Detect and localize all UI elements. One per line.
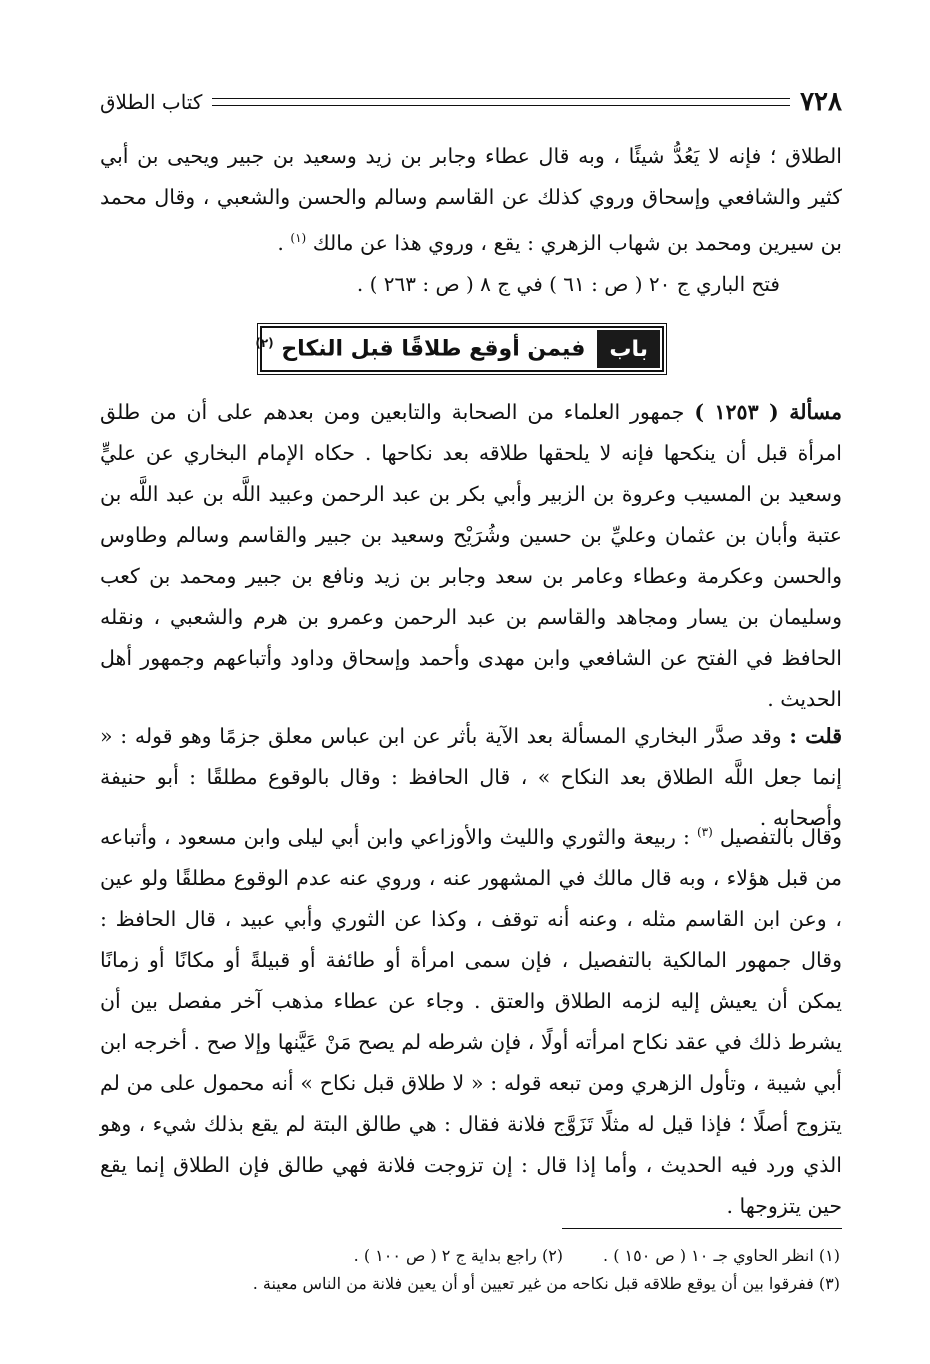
footnotes	[90, 1242, 840, 1298]
footnote-row-2	[90, 1270, 840, 1298]
chapter-title-text: فيمن أوقع طلاقًا قبل النكاح	[281, 336, 586, 362]
paragraph-intro-end: .	[277, 230, 291, 255]
masala-text: جمهور العلماء من الصحابة والتابعين ومن بعدهم على أن من طلق امرأة قبل أن ينكحها فإنه لا يلحقها طلاقه بعد نكاحها . حكاه الإمام البخاري عن عليٍّ وسعيد بن المسيب وعروة بن الزبير وأبي بكر بن عبد الرحمن وعبيد اللَّه بن عبد اللَّه بن عتبة وأبان بن عثمان وعليِّ بن حسين وشُرَيْح وسعيد بن جبير والقاسم وسالم وطاوس والحسن وعكرمة وعطاء وعامر بن سعد وجابر بن زيد ونافع بن جبير ومحمد بن كعب وسليمان بن يسار ومجاهد والقاسم بن عبد الرحمن وعمرو بن هرم والشعبي ، ونقله الحافظ في الفتح عن الشافعي وابن مهدى وأحمد وإسحاق وداود وأتباعهم وجمهور أهل الحديث .	[100, 400, 842, 711]
tafsil-text-a: وقال بالتفصيل	[712, 824, 842, 849]
footnote-3: (٣) ففرقوا بين أن يوقع طلاقه قبل نكاحه من غير تعيين أو أن يعين فلانة من الناس معينة .	[252, 1274, 840, 1293]
footnote-1: (١) انظر الحاوي جـ ١٠ ( ص ١٥٠ ) .	[603, 1246, 840, 1265]
footnote-ref-2[interactable]: (٢)	[255, 336, 274, 351]
page-number: ٧٢٨	[800, 87, 842, 117]
running-title: كتاب الطلاق	[100, 90, 203, 114]
chapter-label: باب	[597, 330, 660, 368]
chapter-title	[255, 336, 597, 361]
footnote-divider	[562, 1228, 842, 1229]
qult-label: قلت :	[789, 724, 843, 748]
paragraph-masala	[100, 392, 842, 720]
paragraph-intro	[100, 136, 842, 264]
footnote-2: (٢) راجع بداية ج ٢ ( ص ١٠٠ ) .	[353, 1246, 564, 1265]
paragraph-intro-text: الطلاق ؛ فإنه لا يَعُدُّ شيئًا ، وبه قال عطاء وجابر بن زيد وسعيد بن جبير ويحيى بن أبي كثير والشافعي وإسحاق وروي كذلك عن القاسم وسالم والحسن والشعبي ، وقال محمد بن سيرين ومحمد بن شهاب الزهري : يقع ، وروي هذا عن مالك	[100, 144, 842, 255]
page-header	[100, 84, 842, 120]
chapter-heading-box	[255, 326, 664, 372]
header-double-rule	[212, 98, 790, 106]
footnote-ref-1[interactable]: (١)	[290, 231, 307, 245]
qult-text: وقد صدَّر البخاري المسألة بعد الآية بأثر عن ابن عباس معلق جزمًا وهو قوله : « إنما جعل اللَّه الطلاق بعد النكاح » ، قال الحافظ : وقال بالوقوع مطلقًا : أبو حنيفة وأصحابه .	[100, 724, 842, 830]
tafsil-text-b: : ربيعة والثوري والليث والأوزاعي وابن أبي ليلى وابن مسعود ، وأتباعه من قبل هؤلاء ، وبه قال مالك في المشهور عنه ، وروي عنه عدم الوقوع مطلقًا ولو عين ، وعن ابن القاسم مثله ، وعنه أنه توقف ، وكذا عن الثوري وأبي عبيد ، قال الحافظ : وقال جمهور المالكية بالتفصيل ، فإن سمى امرأة أو طائفة أو قبيلةً أو مكانًا أو زمانًا يمكن أن يعيش إليه لزمه الطلاق والعتق . وجاء عن عطاء مذهب آخر مفصل بين أن يشرط ذلك في عقد نكاح امرأته أولًا ، فإن شرطه لم يصح مَنْ عَيَّنها وإلا صح . أخرجه ابن أبي شيبة ، وتأول الزهري ومن تبعه قوله : « لا طلاق قبل نكاح » أنه محمول على من لم يتزوج أصلًا ؛ فإذا قيل له مثلًا تَزَوَّج فلانة فقال : هي طالق البتة لم يقع بذلك شيء ، وهو الذي ورد فيه الحديث ، وأما إذا قال : إن تزوجت فلانة فهي طالق فإن الطلاق إنما يقع حين يتزوجها .	[100, 824, 842, 1218]
footnote-ref-3[interactable]: (٣)	[696, 825, 713, 839]
reference-line: فتح الباري ج ٢٠ ( ص : ٦١ ) في ج ٨ ( ص : ٢٦٣ ) .	[356, 272, 780, 296]
masala-label: مسألة ( ١٢٥٣ )	[694, 400, 842, 424]
paragraph-tafsil	[100, 812, 842, 1227]
footnote-row-1	[90, 1242, 840, 1270]
